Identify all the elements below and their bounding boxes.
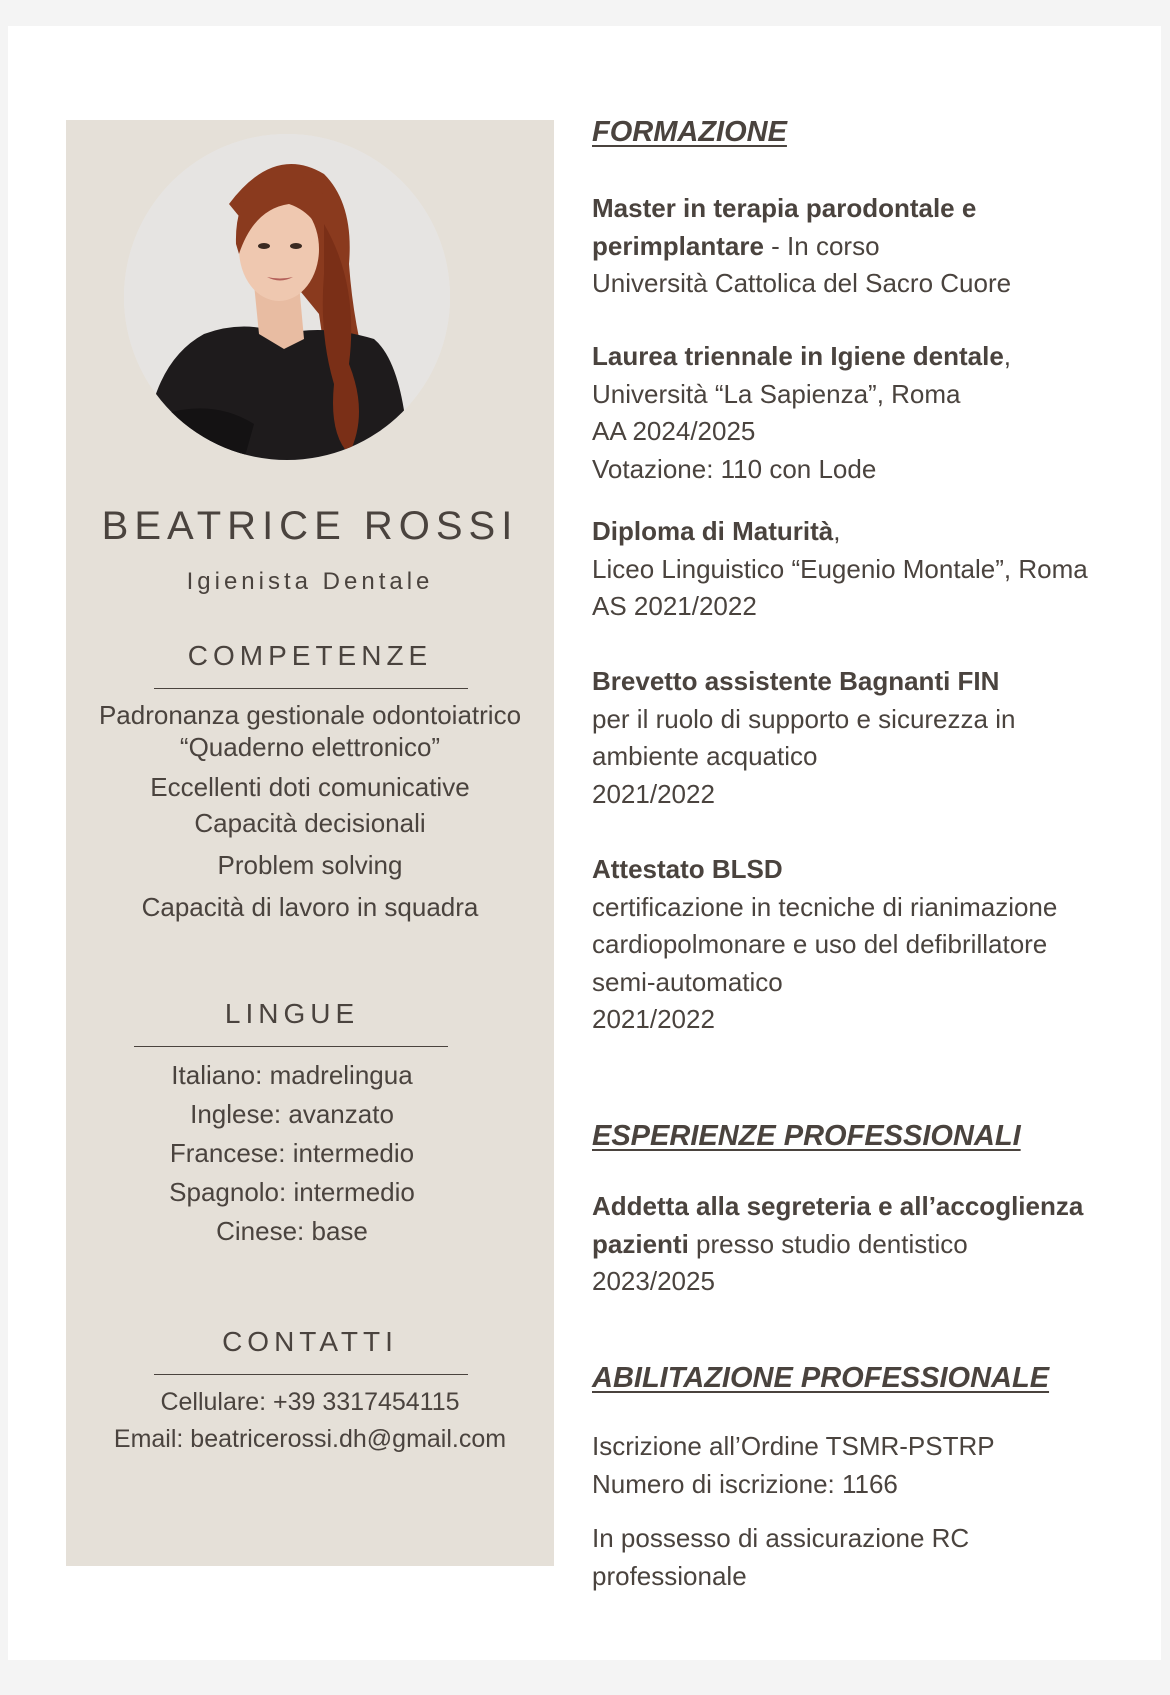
contacts-divider (154, 1374, 468, 1375)
email-address[interactable]: Email: beatricerossi.dh@gmail.com (113, 1425, 507, 1453)
entry-title: Master in terapia parodontale e (592, 193, 977, 223)
entry-status: - In corso (763, 230, 880, 261)
entry-title: Brevetto assistente Bagnanti FIN (592, 666, 1000, 696)
license-entry (592, 1428, 1132, 1503)
skills-list (66, 700, 554, 923)
experience-title: ESPERIENZE PROFESSIONALI (592, 1120, 1021, 1152)
education-entry-diploma: Diploma di Maturità, Liceo Linguistico “Eugenio Montale”, Roma AS 2021/2022 (592, 513, 1132, 626)
entry-detail: Liceo Linguistico “Eugenio Montale”, Roma (592, 553, 1088, 584)
experience-entry (592, 1188, 1132, 1301)
entry-detail: professionale (592, 1560, 747, 1591)
entry-detail: Votazione: 110 con Lode (592, 453, 877, 484)
insurance-entry (592, 1520, 1132, 1595)
entry-detail: AS 2021/2022 (592, 591, 757, 621)
entry-detail: certificazione in tecniche di rianimazione (592, 891, 1058, 922)
cv-page (8, 26, 1161, 1660)
education-title: FORMAZIONE (592, 116, 787, 148)
skill-item: Padronanza gestionale odontoiatrico (98, 700, 522, 730)
education-entry-brevetto (592, 663, 1132, 813)
entry-period: 2023/2025 (592, 1266, 715, 1296)
license-title: ABILITAZIONE PROFESSIONALE (592, 1362, 1050, 1394)
skill-item: “Quaderno elettronico” (179, 731, 441, 762)
job-title: Igienista Dentale (186, 568, 434, 595)
language-item: Francese: intermedio (169, 1138, 415, 1168)
entry-detail: 2021/2022 (592, 1004, 715, 1034)
entry-detail: Università “La Sapienza”, Roma (592, 378, 961, 409)
entry-detail: cardiopolmonare e uso del defibrillatore (592, 929, 1048, 959)
entry-detail: 2021/2022 (592, 778, 715, 809)
phone-number[interactable]: Cellulare: +39 3317454115 (160, 1388, 460, 1416)
profile-photo (124, 134, 450, 460)
sidebar (66, 120, 554, 1566)
entry-detail: Università Cattolica del Sacro Cuore (592, 268, 1012, 298)
language-item: Inglese: avanzato (190, 1099, 394, 1129)
language-item: Cinese: base (216, 1216, 368, 1246)
skill-item: Problem solving (217, 849, 403, 880)
full-name: BEATRICE ROSSI (101, 504, 519, 548)
skills-divider (154, 688, 468, 689)
entry-title: perimplantare (592, 230, 764, 261)
entry-title: Attestato BLSD (592, 854, 783, 884)
entry-title: Diploma di Maturità (592, 516, 834, 546)
languages-heading: LINGUE (224, 998, 360, 1029)
entry-detail: AA 2024/2025 (592, 416, 756, 446)
entry-detail: ambiente acquatico (592, 741, 818, 771)
skill-item: Capacità decisionali (194, 808, 426, 839)
skill-item: Capacità di lavoro in squadra (141, 891, 479, 922)
entry-detail: per il ruolo di supporto e sicurezza in (592, 703, 1016, 734)
entry-title: pazienti (592, 1228, 689, 1259)
entry-detail: Numero di iscrizione: 1166 (592, 1468, 898, 1499)
entry-detail: Iscrizione all’Ordine TSMR-PSTRP (592, 1431, 995, 1461)
entry-detail: semi-automatico (592, 966, 783, 997)
contacts-heading: CONTATTI (222, 1326, 398, 1357)
education-entry-master (592, 190, 1132, 303)
languages-divider (134, 1046, 448, 1047)
education-entry-blsd (592, 851, 1132, 1039)
language-item: Italiano: madrelingua (171, 1060, 413, 1090)
entry-title: Laurea triennale in Igiene dentale (592, 341, 1004, 371)
education-entry-laurea: Laurea triennale in Igiene dentale, Università “La Sapienza”, Roma AA 2024/2025 Votazione: 110 con Lode (592, 338, 1132, 488)
skills-heading: COMPETENZE (187, 640, 433, 671)
entry-detail: presso studio dentistico (688, 1228, 968, 1259)
entry-detail: In possesso di assicurazione RC (592, 1523, 970, 1553)
contacts-list (66, 1384, 554, 1458)
language-item: Spagnolo: intermedio (169, 1177, 415, 1207)
entry-title: Addetta alla segreteria e all’accoglienza (592, 1191, 1084, 1221)
languages-list (48, 1056, 536, 1251)
skill-item: Eccellenti doti comunicative (150, 772, 470, 803)
